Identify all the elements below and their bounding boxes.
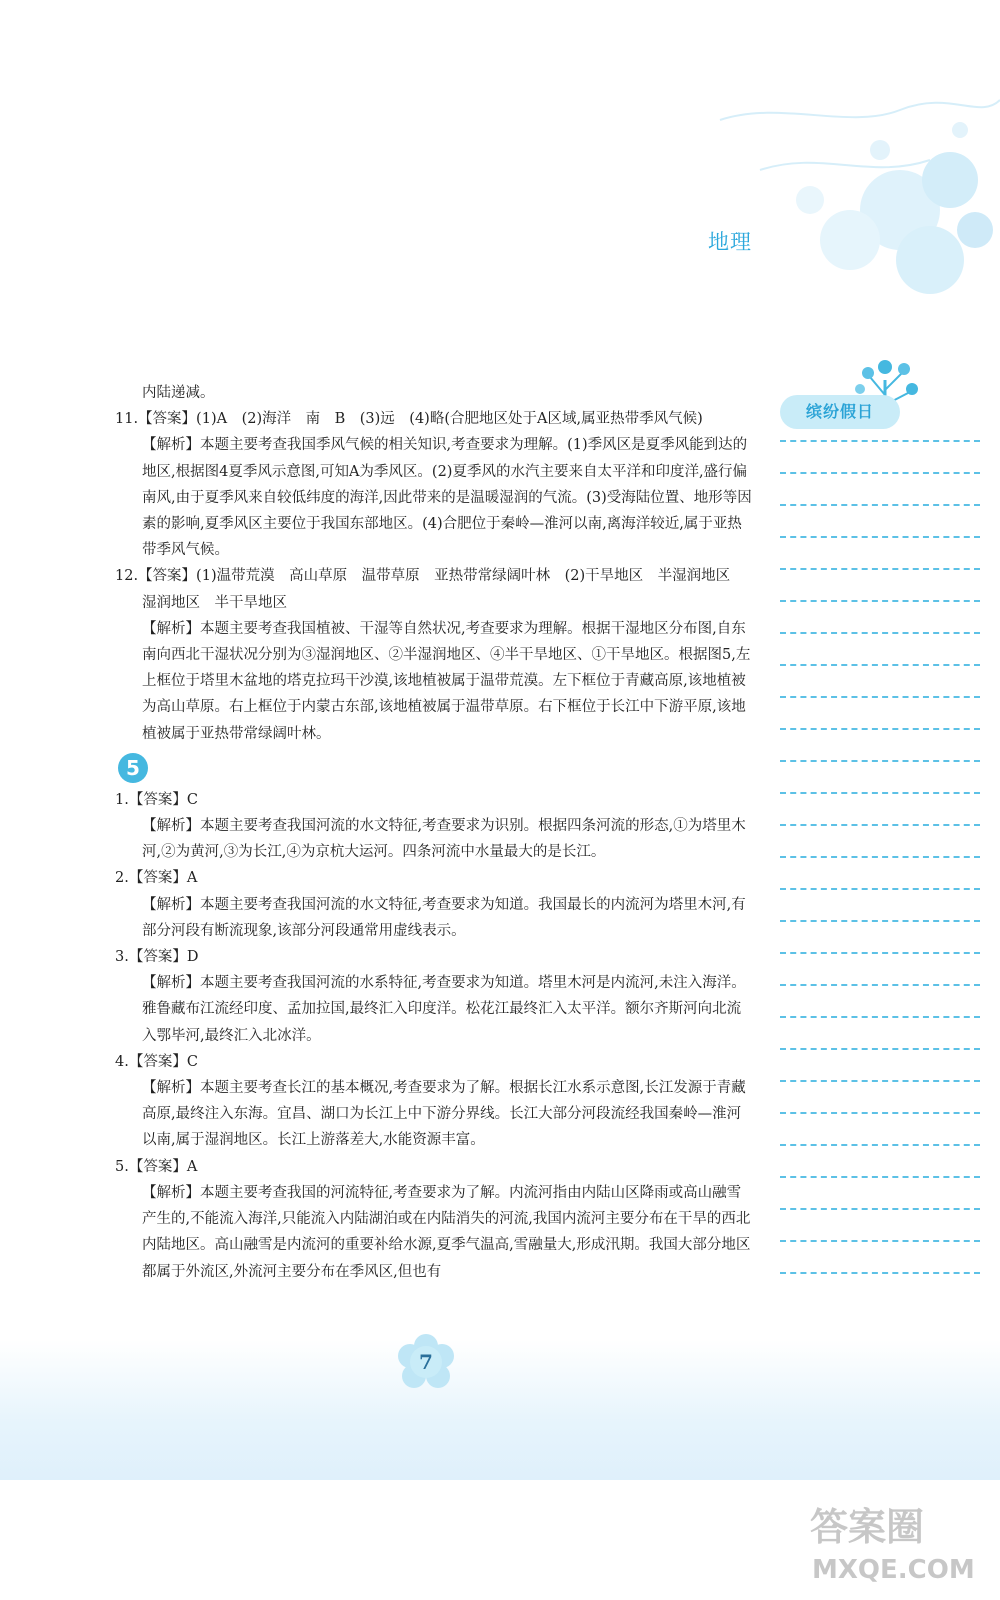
section-badge: 5	[118, 753, 148, 783]
note-line	[780, 1240, 980, 1243]
note-line	[780, 472, 980, 475]
note-line	[780, 632, 980, 635]
note-line	[780, 1016, 980, 1019]
answer-line: 5.【答案】A	[115, 1158, 198, 1175]
analysis-paragraph: 【解析】本题主要考查我国的河流特征,考查要求为了解。内流河指由内陆山区降雨或高山融雪产生的,不能流入海洋,只能流入内陆湖泊或在内陆消失的河流,我国内流河主要分布在干旱的西北内陆地区。高山融雪是内流河的重要补给水源,夏季气温高,雪融量大,形成汛期。我国大部分地区都属于外流区,外流河主要分布在季风区,但也有	[142, 1184, 751, 1280]
analysis-paragraph: 【解析】本题主要考查我国河流的水文特征,考查要求为知道。我国最长的内流河为塔里木河,有部分河段有断流现象,该部分河段通常用虚线表示。	[142, 896, 746, 939]
note-line	[780, 792, 980, 795]
note-line	[780, 1176, 980, 1179]
note-line	[780, 440, 980, 443]
floral-decoration	[700, 90, 1000, 320]
note-line	[780, 1144, 980, 1147]
answer-line: 11.【答案】(1)A (2)海洋 南 B (3)远 (4)略(合肥地区处于A区域,属亚热带季风气候)	[115, 411, 703, 428]
note-line	[780, 536, 980, 539]
note-line	[780, 664, 980, 667]
note-line	[780, 1048, 980, 1051]
footer-band	[0, 1340, 1000, 1480]
note-line	[780, 888, 980, 891]
watermark-text-top: 答案圈	[810, 1505, 925, 1549]
note-line	[780, 568, 980, 571]
note-line	[780, 1080, 980, 1083]
answer-line: 12.【答案】(1)温带荒漠 高山草原 温带草原 亚热带常绿阔叶林 (2)干旱地区 半湿润地区 湿润地区 半干旱地区	[115, 568, 745, 611]
page-number	[398, 1334, 454, 1390]
answer-content	[115, 380, 755, 1285]
note-line	[780, 920, 980, 923]
note-line	[780, 760, 980, 763]
answer-line: 1.【答案】C	[115, 791, 198, 808]
analysis-paragraph: 【解析】本题主要考查我国季风气候的相关知识,考查要求为理解。(1)季风区是夏季风能到达的地区,根据图4夏季风示意图,可知A为季风区。(2)夏季风的水汽主要来自太平洋和印度洋,盛行偏南风,由于夏季风来自较低纬度的海洋,因此带来的是温暖湿润的气流。(3)受海陆位置、地形等因素的影响,夏季风区主要位于我国东部地区。(4)合肥位于秦岭—淮河以南,离海洋较近,属于亚热带季风气候。	[142, 437, 752, 559]
analysis-paragraph: 【解析】本题主要考查我国植被、干湿等自然状况,考查要求为理解。根据干湿地区分布图,自东南向西北干湿状况分别为③湿润地区、②半湿润地区、④半干旱地区、①干旱地区。根据图5,左上框位于塔里木盆地的塔克拉玛干沙漠,该地植被属于温带荒漠。左下框位于青藏高原,该地植被为高山草原。右上框位于内蒙古东部,该地植被属于温带草原。右下框位于长江中下游平原,该地植被属于亚热带常绿阔叶林。	[142, 620, 751, 742]
analysis-paragraph: 【解析】本题主要考查我国河流的水文特征,考查要求为识别。根据四条河流的形态,①为塔里木河,②为黄河,③为长江,④为京杭大运河。四条河流中水量最大的是长江。	[142, 818, 746, 861]
note-line	[780, 1272, 980, 1275]
analysis-paragraph: 【解析】本题主要考查长江的基本概况,考查要求为了解。根据长江水系示意图,长江发源于青藏高原,最终注入东海。宜昌、湖口为长江上中下游分界线。长江大部分河段流经我国秦岭—淮河以南,属于湿润地区。长江上游落差大,水能资源丰富。	[142, 1080, 746, 1149]
subject-title: 地理	[708, 230, 752, 254]
analysis-paragraph: 【解析】本题主要考查我国河流的水系特征,考查要求为知道。塔里木河是内流河,未注入海洋。雅鲁藏布江流经印度、孟加拉国,最终汇入印度洋。松花江最终汇入太平洋。额尔齐斯河向北流入鄂毕河,最终汇入北冰洋。	[142, 975, 746, 1044]
note-line	[780, 504, 980, 507]
page-number-text: 7	[419, 1350, 433, 1374]
note-line	[780, 824, 980, 827]
answer-line: 2.【答案】A	[115, 870, 198, 887]
note-line	[780, 856, 980, 859]
watermark-text-bottom: MXQE.COM	[812, 1555, 975, 1585]
note-line	[780, 600, 980, 603]
note-line	[780, 984, 980, 987]
continuation-text: 内陆递减。	[142, 385, 215, 401]
sidebar-label: 缤纷假日	[780, 395, 900, 429]
note-lines	[780, 440, 980, 1304]
note-line	[780, 696, 980, 699]
note-line	[780, 952, 980, 955]
note-line	[780, 1112, 980, 1115]
note-line	[780, 728, 980, 731]
answer-line: 4.【答案】C	[115, 1053, 198, 1070]
note-line	[780, 1208, 980, 1211]
watermark-logo	[790, 1490, 990, 1590]
answer-line: 3.【答案】D	[115, 949, 199, 966]
